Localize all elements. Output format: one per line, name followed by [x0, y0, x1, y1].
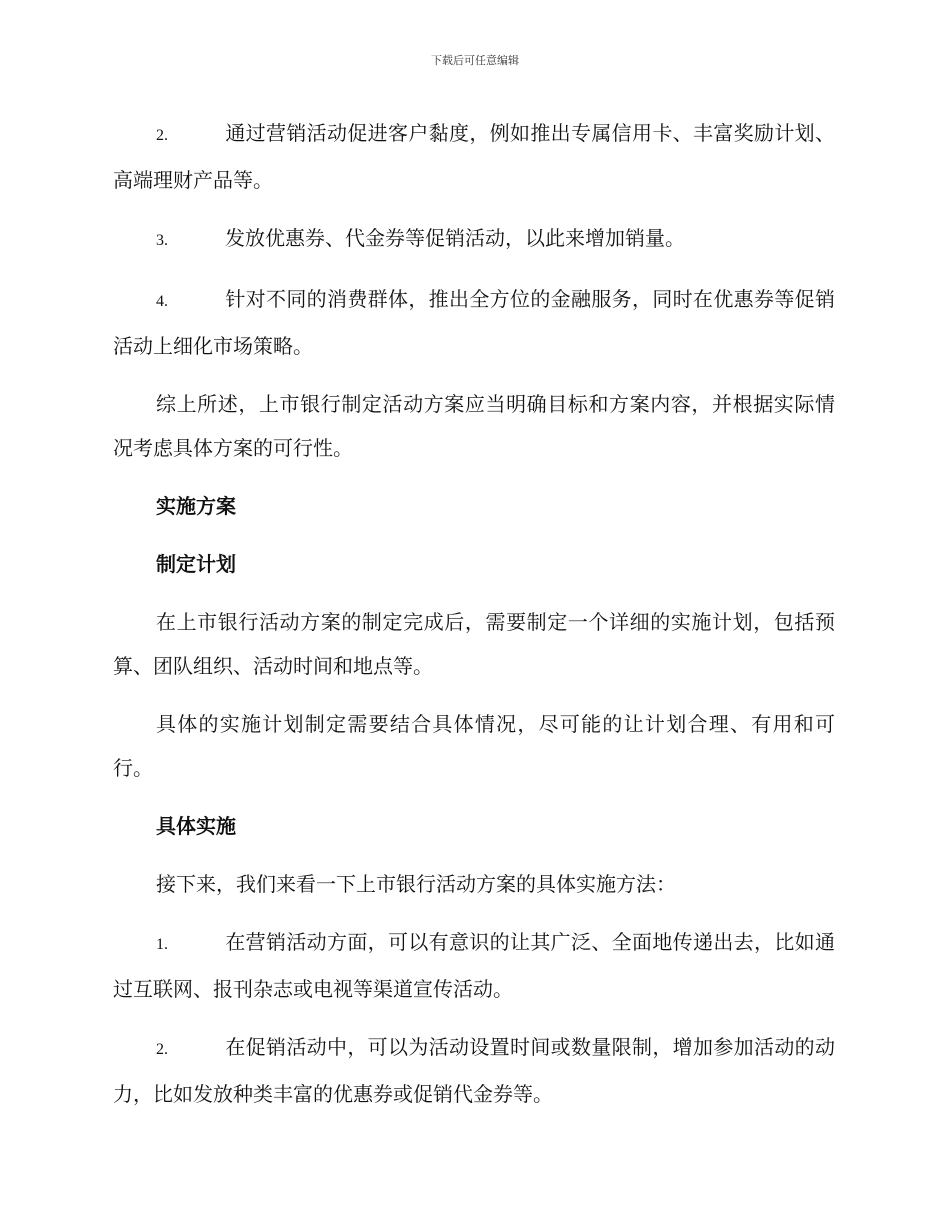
list-number: 1. — [156, 936, 168, 953]
list-number: 2. — [156, 127, 168, 144]
section-heading: 实施方案 — [156, 494, 236, 518]
list-item-text: 发放优惠券、代金券等促销活动，以此来增加销量。 — [225, 226, 685, 250]
subsection-heading: 制定计划 — [156, 552, 236, 576]
subsection-heading: 具体实施 — [156, 814, 236, 838]
paragraph: 具体的实施计划制定需要结合具体情况，尽可能的让计划合理、有用和可行。 — [113, 712, 835, 780]
paragraph: 接下来，我们来看一下上市银行活动方案的具体实施方法： — [156, 872, 676, 896]
list-item — [113, 277, 835, 368]
list-number: 2. — [156, 1041, 168, 1058]
list-item-text: 针对不同的消费群体，推出全方位的金融服务，同时在优惠券等促销活动上细化市场策略。 — [113, 287, 835, 358]
document-body — [113, 111, 835, 1130]
list-number: 3. — [156, 232, 168, 249]
list-item-text: 通过营销活动促进客户黏度，例如推出专属信用卡、丰富奖励计划、高端理财产品等。 — [113, 121, 835, 192]
list-number: 4. — [156, 293, 168, 310]
list-item — [113, 920, 835, 1011]
page-header: 下载后可任意编辑 — [431, 54, 519, 67]
paragraph: 综上所述，上市银行制定活动方案应当明确目标和方案内容，并根据实际情况考虑具体方案的可行性。 — [113, 392, 835, 460]
paragraph: 在上市银行活动方案的制定完成后，需要制定一个详细的实施计划，包括预算、团队组织、活动时间和地点等。 — [113, 610, 835, 678]
list-item-text: 在促销活动中，可以为活动设置时间或数量限制，增加参加活动的动力，比如发放种类丰富的优惠券或促销代金券等。 — [113, 1035, 835, 1106]
list-item — [113, 1025, 835, 1116]
list-item — [113, 111, 835, 202]
list-item-text: 在营销活动方面，可以有意识的让其广泛、全面地传递出去，比如通过互联网、报刊杂志或电视等渠道宣传活动。 — [113, 930, 835, 1001]
list-item — [113, 216, 835, 263]
